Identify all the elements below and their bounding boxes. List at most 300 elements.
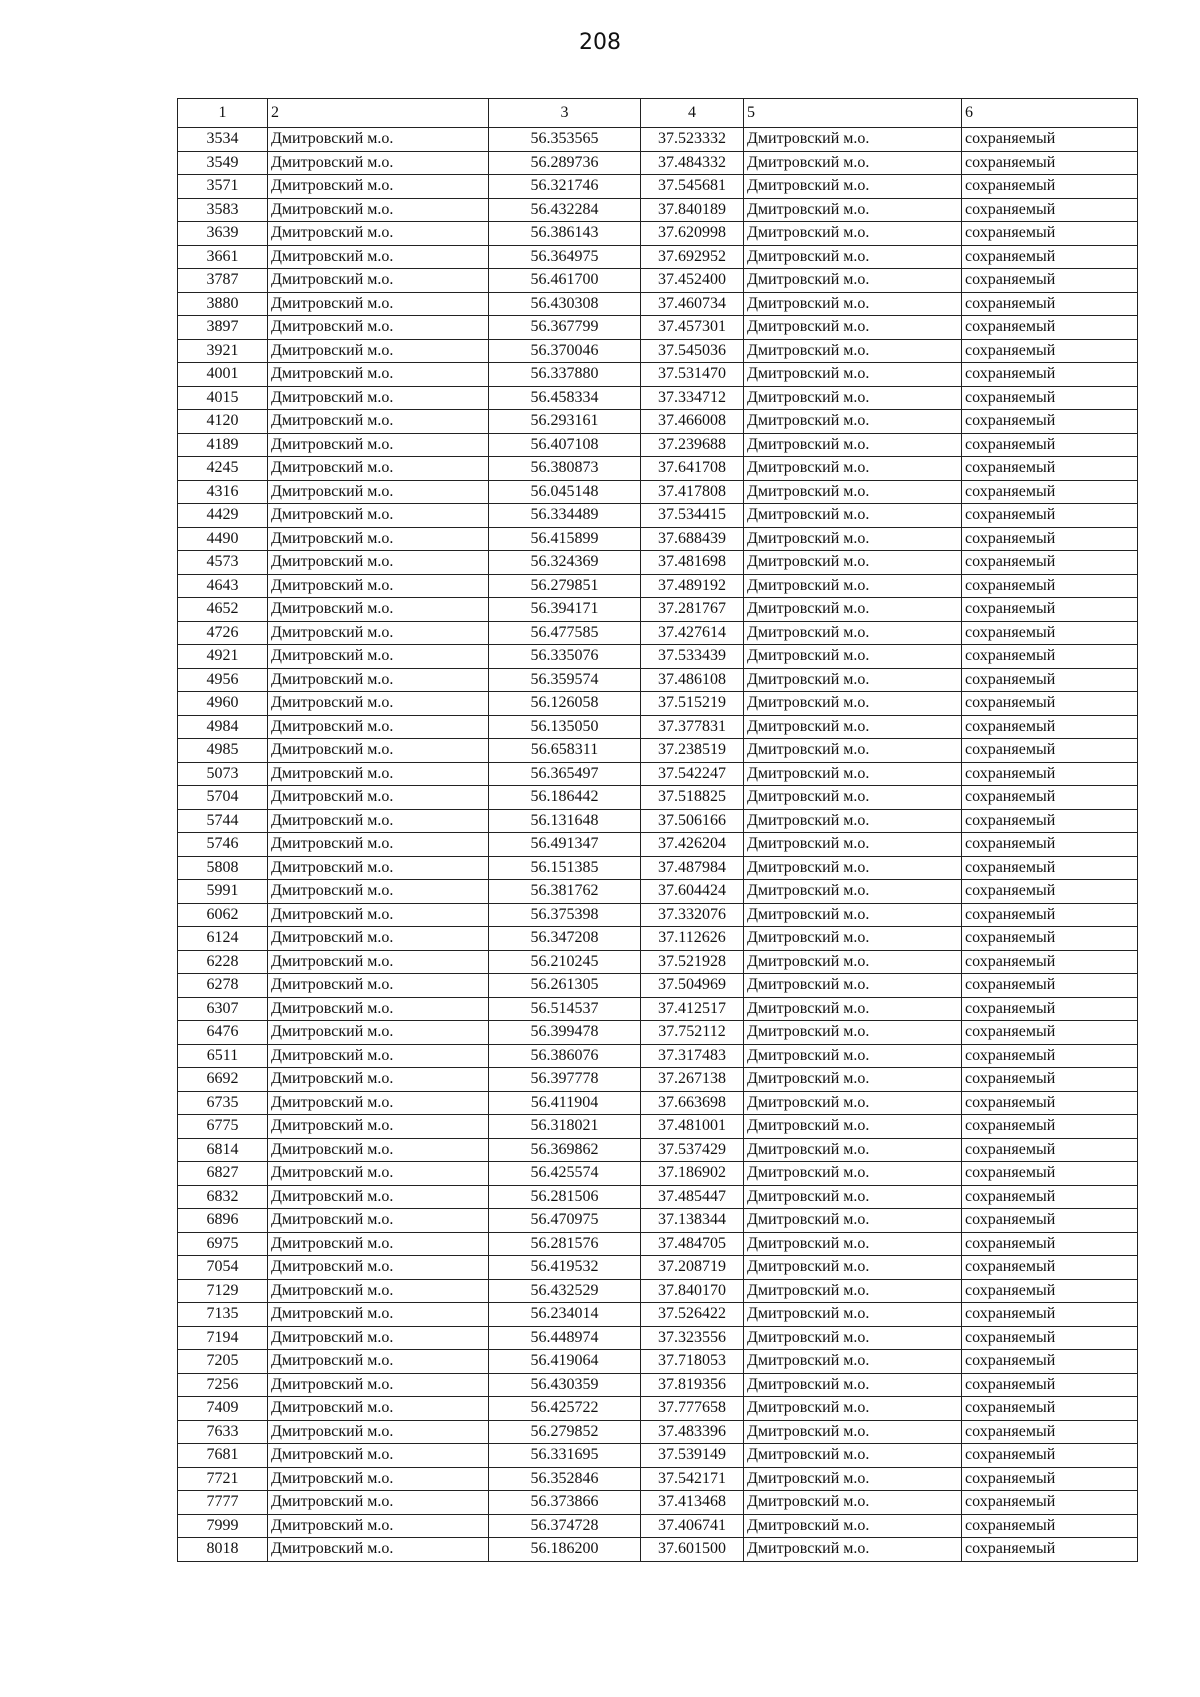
table-row: [178, 175, 1138, 199]
latitude-cell: 56.337880: [489, 363, 641, 387]
table-row: [178, 1373, 1138, 1397]
latitude-cell: 56.261305: [489, 974, 641, 998]
latitude-cell: 56.374728: [489, 1514, 641, 1538]
district-cell-2: Дмитровский м.о.: [744, 316, 962, 340]
longitude-cell: 37.460734: [641, 292, 744, 316]
district-cell: Дмитровский м.о.: [268, 809, 489, 833]
status-cell: сохраняемый: [962, 551, 1138, 575]
table-row: [178, 1256, 1138, 1280]
latitude-cell: 56.432284: [489, 198, 641, 222]
latitude-cell: 56.234014: [489, 1303, 641, 1327]
district-cell-2: Дмитровский м.о.: [744, 715, 962, 739]
district-cell-2: Дмитровский м.о.: [744, 1303, 962, 1327]
row-id-cell: 4726: [178, 621, 268, 645]
row-id-cell: 7205: [178, 1350, 268, 1374]
row-id-cell: 4490: [178, 527, 268, 551]
district-cell-2: Дмитровский м.о.: [744, 1444, 962, 1468]
district-cell-2: Дмитровский м.о.: [744, 1185, 962, 1209]
district-cell: Дмитровский м.о.: [268, 480, 489, 504]
district-cell: Дмитровский м.о.: [268, 363, 489, 387]
row-id-cell: 5073: [178, 762, 268, 786]
status-cell: сохраняемый: [962, 1256, 1138, 1280]
table-row: [178, 433, 1138, 457]
longitude-cell: 37.840170: [641, 1279, 744, 1303]
table-row: [178, 1044, 1138, 1068]
district-cell: Дмитровский м.о.: [268, 198, 489, 222]
status-cell: сохраняемый: [962, 1444, 1138, 1468]
table-row: [178, 786, 1138, 810]
district-cell: Дмитровский м.о.: [268, 1303, 489, 1327]
district-cell-2: Дмитровский м.о.: [744, 1467, 962, 1491]
latitude-cell: 56.658311: [489, 739, 641, 763]
row-id-cell: 4985: [178, 739, 268, 763]
status-cell: сохраняемый: [962, 1326, 1138, 1350]
status-cell: сохраняемый: [962, 1373, 1138, 1397]
district-cell: Дмитровский м.о.: [268, 997, 489, 1021]
longitude-cell: 37.819356: [641, 1373, 744, 1397]
latitude-cell: 56.318021: [489, 1115, 641, 1139]
table-row: [178, 856, 1138, 880]
status-cell: сохраняемый: [962, 339, 1138, 363]
district-cell: Дмитровский м.о.: [268, 245, 489, 269]
district-cell-2: Дмитровский м.о.: [744, 1209, 962, 1233]
table-row: [178, 269, 1138, 293]
table-row: [178, 833, 1138, 857]
district-cell: Дмитровский м.о.: [268, 786, 489, 810]
latitude-cell: 56.335076: [489, 645, 641, 669]
latitude-cell: 56.491347: [489, 833, 641, 857]
district-cell: Дмитровский м.о.: [268, 880, 489, 904]
row-id-cell: 7135: [178, 1303, 268, 1327]
row-id-cell: 5704: [178, 786, 268, 810]
district-cell: Дмитровский м.о.: [268, 551, 489, 575]
district-cell: Дмитровский м.о.: [268, 598, 489, 622]
row-id-cell: 3880: [178, 292, 268, 316]
district-cell-2: Дмитровский м.о.: [744, 222, 962, 246]
status-cell: сохраняемый: [962, 1091, 1138, 1115]
district-cell-2: Дмитровский м.о.: [744, 786, 962, 810]
district-cell: Дмитровский м.о.: [268, 457, 489, 481]
district-cell-2: Дмитровский м.о.: [744, 551, 962, 575]
status-cell: сохраняемый: [962, 363, 1138, 387]
longitude-cell: 37.334712: [641, 386, 744, 410]
row-id-cell: 4189: [178, 433, 268, 457]
longitude-cell: 37.539149: [641, 1444, 744, 1468]
longitude-cell: 37.515219: [641, 692, 744, 716]
row-id-cell: 4245: [178, 457, 268, 481]
district-cell-2: Дмитровский м.о.: [744, 621, 962, 645]
row-id-cell: 6124: [178, 927, 268, 951]
status-cell: сохраняемый: [962, 433, 1138, 457]
row-id-cell: 6896: [178, 1209, 268, 1233]
status-cell: сохраняемый: [962, 504, 1138, 528]
table-row: [178, 1021, 1138, 1045]
status-cell: сохраняемый: [962, 222, 1138, 246]
district-cell-2: Дмитровский м.о.: [744, 1115, 962, 1139]
district-cell-2: Дмитровский м.о.: [744, 856, 962, 880]
longitude-cell: 37.239688: [641, 433, 744, 457]
latitude-cell: 56.399478: [489, 1021, 641, 1045]
status-cell: сохраняемый: [962, 1185, 1138, 1209]
status-cell: сохраняемый: [962, 1514, 1138, 1538]
district-cell: Дмитровский м.о.: [268, 1068, 489, 1092]
district-cell-2: Дмитровский м.о.: [744, 1232, 962, 1256]
column-header-6: 6: [962, 99, 1138, 128]
table-row: [178, 739, 1138, 763]
longitude-cell: 37.641708: [641, 457, 744, 481]
table-row: [178, 1138, 1138, 1162]
row-id-cell: 3787: [178, 269, 268, 293]
table-row: [178, 1303, 1138, 1327]
table-row: [178, 1514, 1138, 1538]
district-cell-2: Дмитровский м.о.: [744, 1138, 962, 1162]
latitude-cell: 56.381762: [489, 880, 641, 904]
district-cell-2: Дмитровский м.о.: [744, 128, 962, 152]
longitude-cell: 37.267138: [641, 1068, 744, 1092]
table-row: [178, 1350, 1138, 1374]
row-id-cell: 3897: [178, 316, 268, 340]
table-row: [178, 762, 1138, 786]
table-row: [178, 1162, 1138, 1186]
district-cell-2: Дмитровский м.о.: [744, 457, 962, 481]
latitude-cell: 56.411904: [489, 1091, 641, 1115]
latitude-cell: 56.321746: [489, 175, 641, 199]
district-cell: Дмитровский м.о.: [268, 950, 489, 974]
district-cell: Дмитровский м.о.: [268, 1138, 489, 1162]
row-id-cell: 5808: [178, 856, 268, 880]
table-row: [178, 504, 1138, 528]
latitude-cell: 56.365497: [489, 762, 641, 786]
row-id-cell: 4120: [178, 410, 268, 434]
table-row: [178, 527, 1138, 551]
district-cell: Дмитровский м.о.: [268, 1514, 489, 1538]
status-cell: сохраняемый: [962, 1162, 1138, 1186]
table-header-row: [178, 99, 1138, 128]
district-cell-2: Дмитровский м.о.: [744, 527, 962, 551]
longitude-cell: 37.377831: [641, 715, 744, 739]
longitude-cell: 37.427614: [641, 621, 744, 645]
longitude-cell: 37.523332: [641, 128, 744, 152]
row-id-cell: 4001: [178, 363, 268, 387]
longitude-cell: 37.481698: [641, 551, 744, 575]
status-cell: сохраняемый: [962, 880, 1138, 904]
row-id-cell: 3534: [178, 128, 268, 152]
district-cell-2: Дмитровский м.о.: [744, 997, 962, 1021]
status-cell: сохраняемый: [962, 1279, 1138, 1303]
latitude-cell: 56.432529: [489, 1279, 641, 1303]
district-cell-2: Дмитровский м.о.: [744, 175, 962, 199]
row-id-cell: 6827: [178, 1162, 268, 1186]
district-cell: Дмитровский м.о.: [268, 715, 489, 739]
district-cell: Дмитровский м.о.: [268, 527, 489, 551]
longitude-cell: 37.484705: [641, 1232, 744, 1256]
row-id-cell: 6775: [178, 1115, 268, 1139]
district-cell-2: Дмитровский м.о.: [744, 809, 962, 833]
status-cell: сохраняемый: [962, 410, 1138, 434]
table-row: [178, 1115, 1138, 1139]
longitude-cell: 37.112626: [641, 927, 744, 951]
status-cell: сохраняемый: [962, 1350, 1138, 1374]
status-cell: сохраняемый: [962, 762, 1138, 786]
district-cell-2: Дмитровский м.о.: [744, 739, 962, 763]
row-id-cell: 5744: [178, 809, 268, 833]
table-row: [178, 997, 1138, 1021]
district-cell: Дмитровский м.о.: [268, 903, 489, 927]
longitude-cell: 37.545036: [641, 339, 744, 363]
district-cell-2: Дмитровский м.о.: [744, 1420, 962, 1444]
district-cell-2: Дмитровский м.о.: [744, 363, 962, 387]
district-cell: Дмитровский м.о.: [268, 1420, 489, 1444]
table-row: [178, 1467, 1138, 1491]
longitude-cell: 37.138344: [641, 1209, 744, 1233]
status-cell: сохраняемый: [962, 692, 1138, 716]
table-row: [178, 950, 1138, 974]
district-cell-2: Дмитровский м.о.: [744, 1350, 962, 1374]
latitude-cell: 56.364975: [489, 245, 641, 269]
latitude-cell: 56.126058: [489, 692, 641, 716]
district-cell-2: Дмитровский м.о.: [744, 504, 962, 528]
row-id-cell: 3583: [178, 198, 268, 222]
row-id-cell: 6511: [178, 1044, 268, 1068]
district-cell: Дмитровский м.о.: [268, 1185, 489, 1209]
latitude-cell: 56.425722: [489, 1397, 641, 1421]
column-header-1: 1: [178, 99, 268, 128]
district-cell-2: Дмитровский м.о.: [744, 339, 962, 363]
longitude-cell: 37.663698: [641, 1091, 744, 1115]
district-cell: Дмитровский м.о.: [268, 1279, 489, 1303]
district-cell: Дмитровский м.о.: [268, 433, 489, 457]
longitude-cell: 37.531470: [641, 363, 744, 387]
district-cell-2: Дмитровский м.о.: [744, 1091, 962, 1115]
longitude-cell: 37.777658: [641, 1397, 744, 1421]
status-cell: сохраняемый: [962, 997, 1138, 1021]
latitude-cell: 56.279852: [489, 1420, 641, 1444]
district-cell: Дмитровский м.о.: [268, 1209, 489, 1233]
table-row: [178, 316, 1138, 340]
district-cell: Дмитровский м.о.: [268, 316, 489, 340]
district-cell: Дмитровский м.о.: [268, 1350, 489, 1374]
district-cell: Дмитровский м.о.: [268, 1162, 489, 1186]
table-row: [178, 1279, 1138, 1303]
row-id-cell: 3661: [178, 245, 268, 269]
latitude-cell: 56.353565: [489, 128, 641, 152]
longitude-cell: 37.426204: [641, 833, 744, 857]
latitude-cell: 56.419532: [489, 1256, 641, 1280]
latitude-cell: 56.135050: [489, 715, 641, 739]
status-cell: сохраняемый: [962, 1115, 1138, 1139]
longitude-cell: 37.484332: [641, 151, 744, 175]
row-id-cell: 6832: [178, 1185, 268, 1209]
page-number: 208: [579, 30, 621, 55]
longitude-cell: 37.534415: [641, 504, 744, 528]
latitude-cell: 56.367799: [489, 316, 641, 340]
district-cell: Дмитровский м.о.: [268, 1044, 489, 1068]
longitude-cell: 37.542247: [641, 762, 744, 786]
latitude-cell: 56.386076: [489, 1044, 641, 1068]
district-cell-2: Дмитровский м.о.: [744, 668, 962, 692]
district-cell: Дмитровский м.о.: [268, 175, 489, 199]
latitude-cell: 56.186200: [489, 1538, 641, 1562]
district-cell-2: Дмитровский м.о.: [744, 974, 962, 998]
district-cell-2: Дмитровский м.о.: [744, 880, 962, 904]
table-row: [178, 621, 1138, 645]
district-cell-2: Дмитровский м.о.: [744, 198, 962, 222]
district-cell: Дмитровский м.о.: [268, 833, 489, 857]
table-row: [178, 1397, 1138, 1421]
table-row: [178, 198, 1138, 222]
longitude-cell: 37.688439: [641, 527, 744, 551]
latitude-cell: 56.380873: [489, 457, 641, 481]
row-id-cell: 7999: [178, 1514, 268, 1538]
status-cell: сохраняемый: [962, 269, 1138, 293]
table-row: [178, 292, 1138, 316]
table-row: [178, 1091, 1138, 1115]
row-id-cell: 7194: [178, 1326, 268, 1350]
row-id-cell: 6735: [178, 1091, 268, 1115]
longitude-cell: 37.542171: [641, 1467, 744, 1491]
district-cell-2: Дмитровский м.о.: [744, 151, 962, 175]
latitude-cell: 56.370046: [489, 339, 641, 363]
district-cell-2: Дмитровский м.о.: [744, 762, 962, 786]
latitude-cell: 56.397778: [489, 1068, 641, 1092]
status-cell: сохраняемый: [962, 903, 1138, 927]
district-cell-2: Дмитровский м.о.: [744, 903, 962, 927]
table-row: [178, 668, 1138, 692]
longitude-cell: 37.545681: [641, 175, 744, 199]
longitude-cell: 37.452400: [641, 269, 744, 293]
row-id-cell: 7633: [178, 1420, 268, 1444]
latitude-cell: 56.151385: [489, 856, 641, 880]
district-cell-2: Дмитровский м.о.: [744, 1491, 962, 1515]
column-header-3: 3: [489, 99, 641, 128]
status-cell: сохраняемый: [962, 786, 1138, 810]
longitude-cell: 37.487984: [641, 856, 744, 880]
table-row: [178, 480, 1138, 504]
column-header-2: 2: [268, 99, 489, 128]
table-row: [178, 1420, 1138, 1444]
status-cell: сохраняемый: [962, 1538, 1138, 1562]
district-cell-2: Дмитровский м.о.: [744, 410, 962, 434]
table-row: [178, 457, 1138, 481]
district-cell-2: Дмитровский м.о.: [744, 1538, 962, 1562]
district-cell-2: Дмитровский м.о.: [744, 1021, 962, 1045]
column-header-5: 5: [744, 99, 962, 128]
district-cell: Дмитровский м.о.: [268, 692, 489, 716]
row-id-cell: 6476: [178, 1021, 268, 1045]
longitude-cell: 37.417808: [641, 480, 744, 504]
row-id-cell: 7777: [178, 1491, 268, 1515]
latitude-cell: 56.352846: [489, 1467, 641, 1491]
status-cell: сохраняемый: [962, 598, 1138, 622]
table-row: [178, 245, 1138, 269]
latitude-cell: 56.347208: [489, 927, 641, 951]
status-cell: сохраняемый: [962, 1068, 1138, 1092]
latitude-cell: 56.419064: [489, 1350, 641, 1374]
latitude-cell: 56.281576: [489, 1232, 641, 1256]
latitude-cell: 56.281506: [489, 1185, 641, 1209]
row-id-cell: 3639: [178, 222, 268, 246]
longitude-cell: 37.526422: [641, 1303, 744, 1327]
longitude-cell: 37.537429: [641, 1138, 744, 1162]
row-id-cell: 4956: [178, 668, 268, 692]
longitude-cell: 37.601500: [641, 1538, 744, 1562]
status-cell: сохраняемый: [962, 1467, 1138, 1491]
table-row: [178, 1538, 1138, 1562]
longitude-cell: 37.466008: [641, 410, 744, 434]
longitude-cell: 37.332076: [641, 903, 744, 927]
row-id-cell: 4652: [178, 598, 268, 622]
table-row: [178, 645, 1138, 669]
table-row: [178, 363, 1138, 387]
latitude-cell: 56.407108: [489, 433, 641, 457]
status-cell: сохраняемый: [962, 1021, 1138, 1045]
table-row: [178, 1209, 1138, 1233]
latitude-cell: 56.430359: [489, 1373, 641, 1397]
row-id-cell: 7681: [178, 1444, 268, 1468]
district-cell-2: Дмитровский м.о.: [744, 1514, 962, 1538]
latitude-cell: 56.470975: [489, 1209, 641, 1233]
table-row: [178, 410, 1138, 434]
row-id-cell: 6975: [178, 1232, 268, 1256]
status-cell: сохраняемый: [962, 151, 1138, 175]
longitude-cell: 37.506166: [641, 809, 744, 833]
district-cell-2: Дмитровский м.о.: [744, 833, 962, 857]
row-id-cell: 4984: [178, 715, 268, 739]
district-cell: Дмитровский м.о.: [268, 739, 489, 763]
status-cell: сохраняемый: [962, 1397, 1138, 1421]
table-row: [178, 551, 1138, 575]
district-cell: Дмитровский м.о.: [268, 574, 489, 598]
longitude-cell: 37.718053: [641, 1350, 744, 1374]
table-row: [178, 222, 1138, 246]
row-id-cell: 7721: [178, 1467, 268, 1491]
district-cell: Дмитровский м.о.: [268, 927, 489, 951]
longitude-cell: 37.489192: [641, 574, 744, 598]
row-id-cell: 4643: [178, 574, 268, 598]
longitude-cell: 37.840189: [641, 198, 744, 222]
district-cell-2: Дмитровский м.о.: [744, 480, 962, 504]
district-cell-2: Дмитровский м.о.: [744, 386, 962, 410]
status-cell: сохраняемый: [962, 292, 1138, 316]
status-cell: сохраняемый: [962, 1138, 1138, 1162]
district-cell: Дмитровский м.о.: [268, 410, 489, 434]
table-row: [178, 974, 1138, 998]
longitude-cell: 37.208719: [641, 1256, 744, 1280]
longitude-cell: 37.406741: [641, 1514, 744, 1538]
latitude-cell: 56.477585: [489, 621, 641, 645]
latitude-cell: 56.394171: [489, 598, 641, 622]
district-cell: Дмитровский м.о.: [268, 1256, 489, 1280]
district-cell-2: Дмитровский м.о.: [744, 950, 962, 974]
status-cell: сохраняемый: [962, 1420, 1138, 1444]
row-id-cell: 4960: [178, 692, 268, 716]
longitude-cell: 37.485447: [641, 1185, 744, 1209]
status-cell: сохраняемый: [962, 856, 1138, 880]
status-cell: сохраняемый: [962, 128, 1138, 152]
district-cell: Дмитровский м.о.: [268, 1538, 489, 1562]
data-table: [177, 98, 1138, 1562]
district-cell-2: Дмитровский м.о.: [744, 1044, 962, 1068]
longitude-cell: 37.604424: [641, 880, 744, 904]
status-cell: сохраняемый: [962, 1209, 1138, 1233]
status-cell: сохраняемый: [962, 1044, 1138, 1068]
status-cell: сохраняемый: [962, 245, 1138, 269]
district-cell: Дмитровский м.о.: [268, 504, 489, 528]
district-cell-2: Дмитровский м.о.: [744, 1256, 962, 1280]
longitude-cell: 37.413468: [641, 1491, 744, 1515]
district-cell-2: Дмитровский м.о.: [744, 598, 962, 622]
district-cell: Дмитровский м.о.: [268, 1397, 489, 1421]
